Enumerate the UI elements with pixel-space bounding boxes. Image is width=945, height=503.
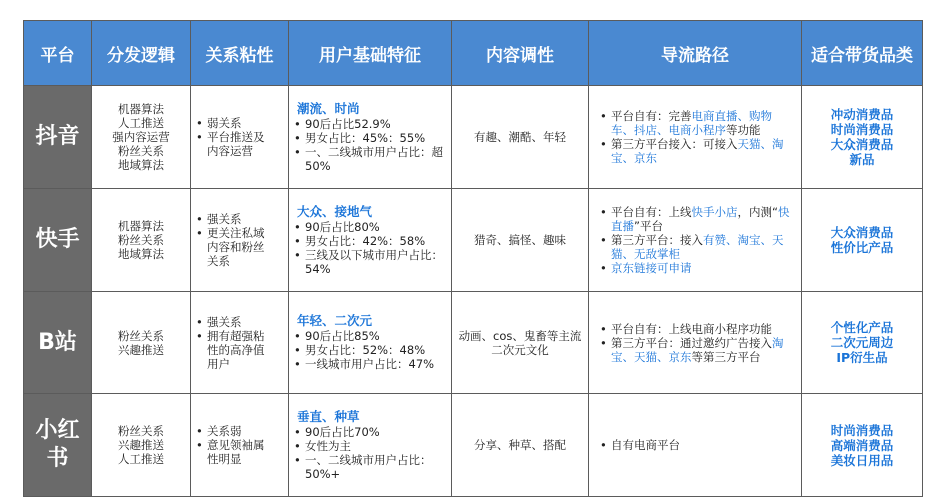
header-user-features: 用户基础特征 — [289, 21, 452, 86]
table-row — [24, 394, 923, 497]
user-feature-item: • 三线及以下城市用户占比：54% — [305, 248, 447, 276]
platform-name: 抖音 — [24, 86, 92, 189]
relation-item: • 弱关系 — [207, 116, 274, 130]
header-categories: 适合带货品类 — [802, 21, 923, 86]
platform-name: 小红书 — [24, 394, 92, 497]
traffic-path-item — [611, 261, 793, 275]
traffic-path-text: 第三方平台：接入 — [611, 233, 703, 247]
user-features-title: 垂直、种草 — [297, 408, 360, 424]
header-content-tone: 内容调性 — [452, 21, 589, 86]
category-item: 高端消费品 — [830, 437, 894, 453]
categories-cell — [802, 86, 923, 189]
user-features-list — [289, 220, 451, 276]
category-item: 个性化产品 — [830, 320, 894, 335]
content-tone-cell — [452, 292, 589, 394]
distribution-item: 强内容运营 — [112, 130, 170, 144]
traffic-path-list — [589, 205, 801, 275]
user-features-cell — [289, 189, 452, 292]
user-feature-item: • 一、二线城市用户占比：超50% — [305, 145, 447, 173]
relation-item: • 拥有超强粘性的高净值用户 — [207, 329, 274, 371]
distribution-cell — [92, 394, 191, 497]
traffic-path-link: 快手小店 — [691, 205, 738, 219]
relation-list — [191, 116, 288, 158]
categories-cell — [802, 189, 923, 292]
distribution-cell — [92, 189, 191, 292]
traffic-path-item — [611, 205, 793, 233]
content-tone-text: 动画、cos、鬼畜等主流二次元文化 — [458, 328, 582, 357]
traffic-path-text: 等功能 — [726, 123, 761, 137]
relation-cell — [191, 189, 289, 292]
user-features-cell — [289, 394, 452, 497]
distribution-cell — [92, 86, 191, 189]
platform-name: B站 — [24, 292, 92, 394]
categories-cell — [802, 292, 923, 394]
user-features-cell — [289, 86, 452, 189]
distribution-item: 粉丝关系 — [118, 144, 164, 158]
traffic-path-text: ”平台 — [634, 219, 663, 233]
relation-cell — [191, 394, 289, 497]
distribution-item: 粉丝关系 — [118, 424, 164, 438]
user-features-title: 年轻、二次元 — [297, 313, 373, 328]
traffic-path-cell — [589, 189, 802, 292]
relation-item: • 强关系 — [207, 212, 274, 226]
relation-item: • 关系弱 — [207, 424, 274, 438]
header-distribution: 分发逻辑 — [92, 21, 191, 86]
traffic-path-text: 自有电商平台 — [611, 438, 680, 452]
traffic-path-link: 电商直播、购物车、抖店、电商小程序 — [611, 109, 772, 137]
user-feature-item: • 一、二线城市用户占比：50%+ — [305, 453, 447, 481]
category-item: 大众消费品 — [830, 225, 894, 240]
traffic-path-link: 天猫、淘宝、京东 — [611, 137, 784, 165]
user-features-list — [289, 425, 451, 481]
category-item: IP衍生品 — [836, 350, 888, 365]
distribution-item: 人工推送 — [118, 452, 164, 466]
distribution-item: 粉丝关系 — [118, 233, 164, 247]
user-feature-item: • 女性为主 — [305, 439, 447, 453]
traffic-path-item — [611, 336, 793, 364]
traffic-path-text: 第三方平台接入：可接入 — [611, 137, 738, 151]
content-tone-text: 猎奇、搞怪、趣味 — [474, 233, 566, 247]
platform-name: 快手 — [24, 189, 92, 292]
user-feature-item: • 90后占比70% — [305, 425, 447, 439]
content-tone-cell — [452, 394, 589, 497]
category-item: 性价比产品 — [830, 240, 894, 255]
relation-item: • 平台推送及内容运营 — [207, 130, 274, 158]
content-tone-text: 有趣、潮酷、年轻 — [474, 130, 566, 144]
distribution-item: 地域算法 — [118, 247, 164, 261]
categories-cell — [802, 394, 923, 497]
user-feature-item: • 男女占比：45%：55% — [305, 131, 447, 145]
distribution-item: 兴趣推送 — [118, 438, 164, 452]
traffic-path-text: 等第三方平台 — [691, 349, 761, 364]
header-relation: 关系粘性 — [191, 21, 289, 86]
traffic-path-list — [589, 109, 801, 165]
distribution-item: 兴趣推送 — [118, 342, 164, 357]
relation-item: • 强关系 — [207, 315, 274, 329]
table-row — [24, 189, 923, 292]
category-item: 大众消费品 — [830, 137, 894, 152]
traffic-path-item — [611, 438, 793, 452]
user-feature-item: • 90后占比52.9% — [305, 117, 447, 131]
traffic-path-link: 京东链接可申请 — [611, 261, 692, 275]
user-features-list — [289, 117, 451, 173]
user-features-title: 大众、接地气 — [297, 203, 373, 219]
category-item: 美妆日用品 — [830, 452, 894, 468]
header-traffic-path: 导流路径 — [589, 21, 802, 86]
relation-cell — [191, 86, 289, 189]
relation-item: • 意见领袖属性明显 — [207, 438, 274, 466]
traffic-path-text: 平台自有：完善 — [611, 109, 692, 123]
traffic-path-cell — [589, 394, 802, 497]
relation-cell — [191, 292, 289, 394]
user-feature-item: • 90后占比85% — [305, 329, 447, 343]
content-tone-cell — [452, 86, 589, 189]
category-item: 时尚消费品 — [830, 422, 894, 438]
traffic-path-cell — [589, 292, 802, 394]
user-feature-item: • 一线城市用户占比：47% — [305, 357, 447, 371]
table-row — [24, 292, 923, 394]
traffic-path-text: 平台自有：上线 — [611, 205, 692, 219]
category-item: 二次元周边 — [830, 335, 894, 350]
user-features-cell — [289, 292, 452, 394]
traffic-path-item — [611, 322, 793, 336]
relation-list — [191, 424, 288, 466]
user-feature-item: • 男女占比：52%：48% — [305, 343, 447, 357]
traffic-path-item — [611, 137, 793, 165]
distribution-item: 机器算法 — [118, 102, 164, 116]
traffic-path-link: 有赞、淘宝、天猫、无敌掌柜 — [611, 233, 784, 261]
user-feature-item: • 男女占比：42%：58% — [305, 234, 447, 248]
relation-list — [191, 315, 288, 371]
traffic-path-cell — [589, 86, 802, 189]
traffic-path-text: 平台自有：上线电商小程序功能 — [611, 321, 772, 336]
traffic-path-item — [611, 233, 793, 261]
traffic-path-link: 快直播 — [611, 205, 790, 233]
distribution-item: 人工推送 — [118, 116, 164, 130]
content-tone-cell — [452, 189, 589, 292]
distribution-item: 机器算法 — [118, 219, 164, 233]
user-features-list — [289, 329, 451, 371]
distribution-item: 粉丝关系 — [118, 328, 164, 343]
traffic-path-text: ，内测“ — [737, 205, 778, 219]
content-tone-text: 分享、种草、搭配 — [474, 438, 566, 452]
distribution-cell — [92, 292, 191, 394]
category-item: 新品 — [849, 152, 875, 167]
traffic-path-text: 第三方平台：通过邀约广告接入 — [611, 335, 772, 350]
relation-list — [191, 212, 288, 268]
platform-comparison-table — [23, 20, 923, 497]
category-item: 时尚消费品 — [830, 122, 894, 137]
category-item: 冲动消费品 — [830, 107, 894, 122]
relation-item: • 更关注私域内容和粉丝关系 — [207, 226, 274, 268]
table-row — [24, 86, 923, 189]
traffic-path-list — [589, 322, 801, 364]
traffic-path-item — [611, 109, 793, 137]
user-feature-item: • 90后占比80% — [305, 220, 447, 234]
header-row — [24, 21, 923, 86]
traffic-path-link: 淘宝、天猫、京东 — [611, 335, 784, 364]
header-platform: 平台 — [24, 21, 92, 86]
distribution-item: 地域算法 — [118, 158, 164, 172]
user-features-title: 潮流、时尚 — [297, 100, 360, 116]
traffic-path-list — [589, 438, 801, 452]
